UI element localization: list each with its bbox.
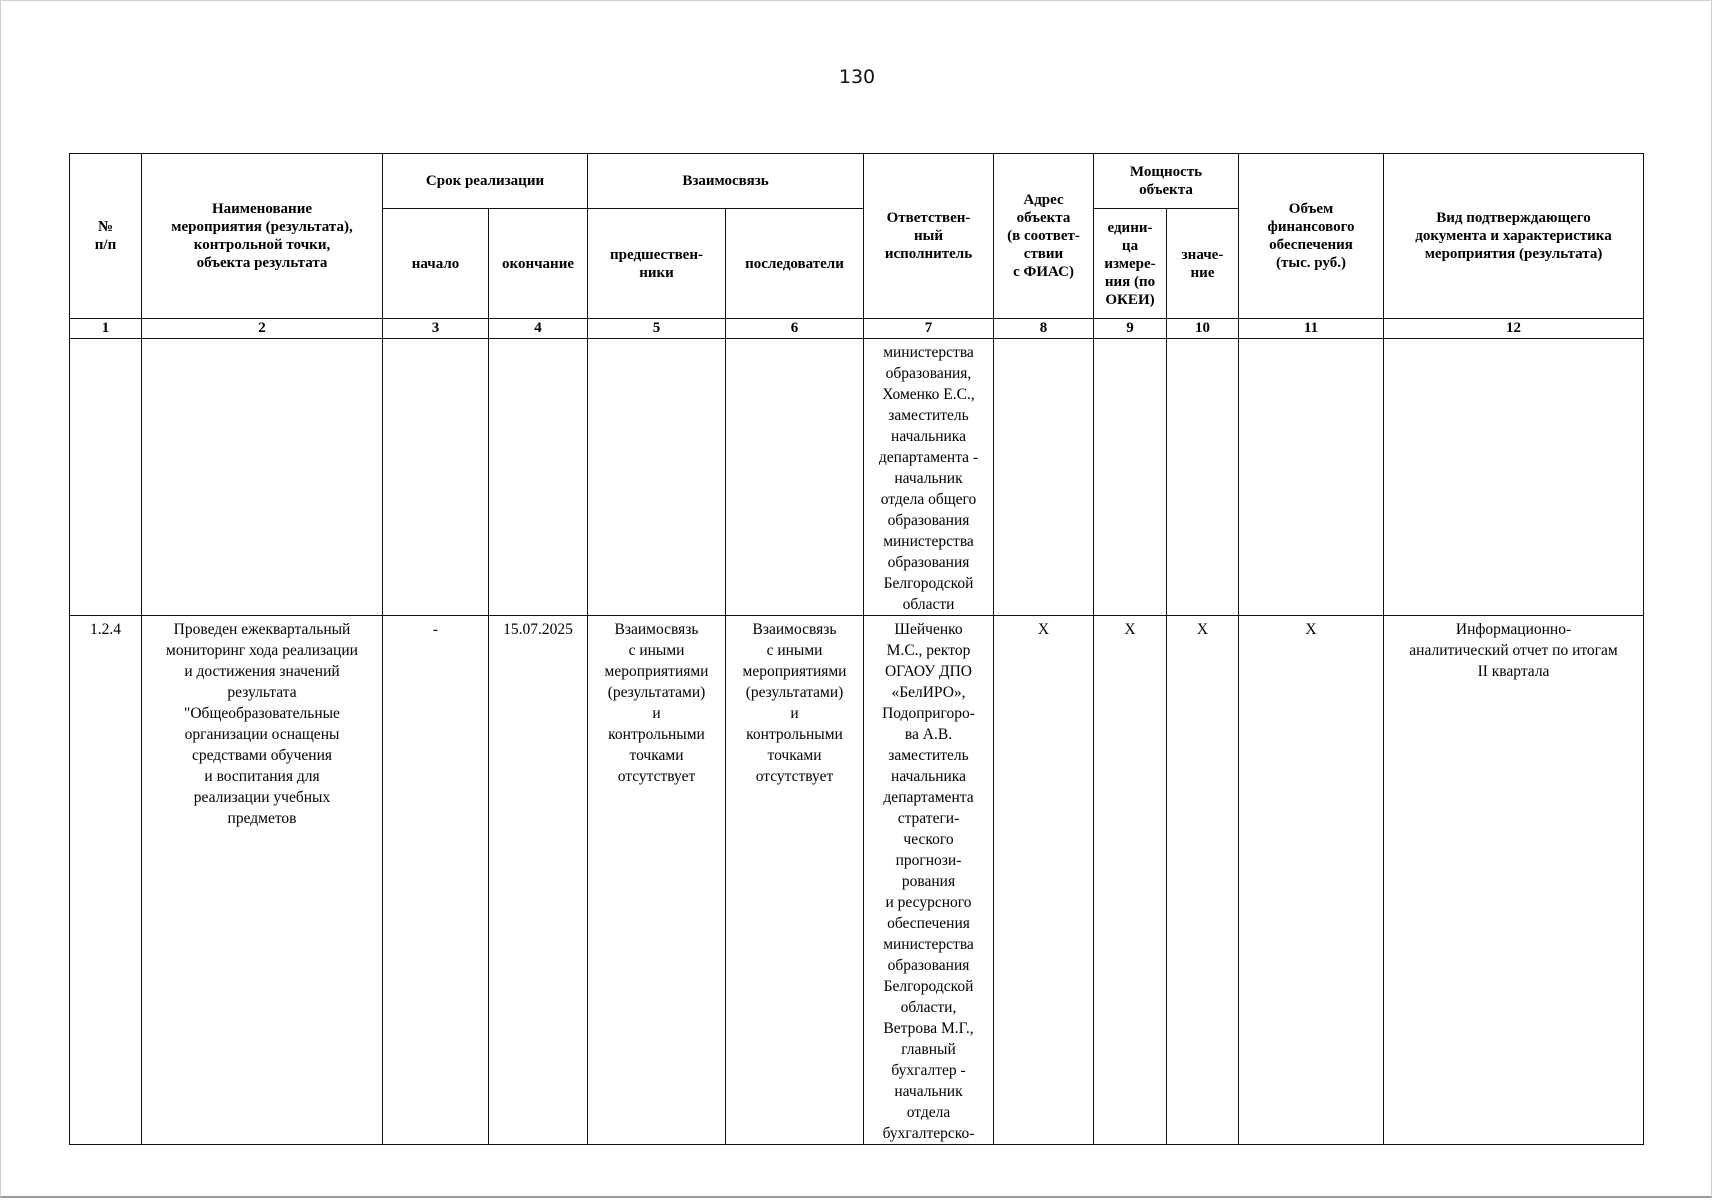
text-line: Ветрова М.Г.,: [883, 1020, 974, 1037]
header-value: [1167, 209, 1239, 319]
text-line: ческого: [903, 831, 954, 848]
header-row-top: [70, 154, 1644, 209]
text-line: и: [790, 705, 799, 722]
text-line: образования: [887, 512, 970, 529]
row-predecessors: [588, 339, 726, 616]
header-term: Срок реализации: [383, 154, 588, 209]
text-line: мероприятия (результата),: [171, 219, 353, 235]
text-line: бухгалтер -: [891, 1062, 966, 1079]
text-line: главный: [901, 1041, 956, 1058]
text-line: Подопригоро-: [882, 705, 975, 722]
text-line: обеспечения: [887, 915, 970, 932]
text-line: документа и характеристика: [1415, 228, 1612, 244]
text-line: департамента: [883, 789, 974, 806]
row-responsible: [864, 339, 994, 616]
text-line: (результатами): [745, 684, 844, 701]
text-line: образования,: [885, 365, 972, 382]
text-line: (результатами): [607, 684, 706, 701]
header-responsible: [864, 154, 994, 319]
column-number: 4: [489, 319, 588, 339]
row-start: -: [383, 616, 489, 1145]
row-end: 15.07.2025: [489, 616, 588, 1145]
text-line: заместитель: [888, 407, 969, 424]
column-number: 3: [383, 319, 489, 339]
text-line: п/п: [94, 237, 117, 253]
text-line: едини-: [1107, 219, 1153, 236]
text-line: начальника: [891, 768, 966, 785]
text-line: Шейченко: [894, 621, 963, 638]
text-line: отсутствует: [755, 768, 834, 785]
text-line: области: [902, 596, 955, 613]
text-line: предметов: [227, 810, 297, 827]
text-line: результата: [227, 684, 297, 701]
row-doc: [1384, 339, 1644, 616]
text-line: и ресурсного: [885, 894, 972, 911]
text-line: мероприятиями: [742, 663, 847, 680]
header-capacity: [1094, 154, 1239, 209]
text-line: точками: [629, 747, 684, 764]
text-line: с ФИАС): [1013, 264, 1074, 280]
text-line: Вид подтверждающего: [1436, 210, 1591, 226]
text-line: точками: [767, 747, 822, 764]
text-line: Белгородской: [883, 575, 974, 592]
row-responsible: [864, 616, 994, 1145]
row-unit: [1094, 339, 1167, 616]
text-line: значе-: [1181, 246, 1224, 263]
header-end: окончание: [489, 209, 588, 319]
text-line: II квартала: [1477, 663, 1550, 680]
header-start: начало: [383, 209, 489, 319]
text-line: Информационно-: [1455, 621, 1572, 638]
text-line: отдела: [906, 1104, 951, 1121]
row-address: [994, 339, 1094, 616]
text-line: ный: [914, 228, 943, 244]
table-row: [70, 339, 1644, 616]
plan-table: [69, 153, 1644, 1145]
text-line: образования: [887, 554, 970, 571]
row-finance: X: [1239, 616, 1384, 1145]
header-name: [142, 154, 383, 319]
row-successors: [726, 339, 864, 616]
row-num: [70, 339, 142, 616]
text-line: заместитель: [888, 747, 969, 764]
text-line: и: [652, 705, 661, 722]
text-line: М.С., ректор: [886, 642, 971, 659]
row-value: [1167, 339, 1239, 616]
text-line: (в соответ-: [1007, 228, 1080, 244]
text-line: министерства: [883, 936, 974, 953]
row-end: [489, 339, 588, 616]
text-line: контрольными: [746, 726, 843, 743]
text-line: отдела общего: [880, 491, 977, 508]
text-line: измере-: [1104, 255, 1156, 272]
text-line: департамента -: [878, 449, 979, 466]
text-line: организации оснащены: [184, 726, 340, 743]
text-line: ние: [1190, 264, 1215, 281]
row-value: X: [1167, 616, 1239, 1145]
table-row: [70, 616, 1644, 1145]
text-line: обеспечения: [1269, 237, 1353, 253]
column-number-row: [70, 319, 1644, 339]
text-line: объекта: [1016, 210, 1071, 226]
header-predecessors: [588, 209, 726, 319]
text-line: министерства: [883, 533, 974, 550]
header-num: [70, 154, 142, 319]
text-line: Адрес: [1023, 192, 1064, 208]
row-predecessors: [588, 616, 726, 1145]
column-number: 2: [142, 319, 383, 339]
column-number: 5: [588, 319, 726, 339]
text-line: ствии: [1023, 246, 1064, 262]
text-line: «БелИРО»,: [891, 684, 966, 701]
text-line: прогнози-: [895, 852, 962, 869]
text-line: Белгородской: [883, 978, 974, 995]
text-line: начальник: [894, 470, 963, 487]
text-line: контрольными: [608, 726, 705, 743]
column-number: 6: [726, 319, 864, 339]
column-number: 8: [994, 319, 1094, 339]
page-number: 130: [838, 66, 876, 88]
text-line: начальника: [891, 428, 966, 445]
text-line: Хоменко Е.С.,: [882, 386, 975, 403]
text-line: "Общеобразовательные: [184, 705, 340, 722]
row-finance: [1239, 339, 1384, 616]
header-doc: [1384, 154, 1644, 319]
text-line: ОКЕИ): [1105, 291, 1155, 308]
text-line: Наименование: [212, 201, 312, 217]
text-line: образования: [887, 957, 970, 974]
column-number: 11: [1239, 319, 1384, 339]
row-doc: [1384, 616, 1644, 1145]
text-line: стратеги-: [897, 810, 960, 827]
text-line: Взаимосвязь: [752, 621, 837, 638]
text-line: Взаимосвязь: [614, 621, 699, 638]
text-line: предшествен-: [610, 246, 703, 263]
header-address: [994, 154, 1094, 319]
row-start: [383, 339, 489, 616]
text-line: финансового: [1267, 219, 1355, 235]
text-line: объекта: [1139, 182, 1193, 198]
text-line: Проведен ежеквартальный: [173, 621, 351, 638]
row-address: X: [994, 616, 1094, 1145]
header-successors: последователи: [726, 209, 864, 319]
row-num: 1.2.4: [70, 616, 142, 1145]
text-line: Объем: [1288, 201, 1334, 217]
text-line: рования: [901, 873, 956, 890]
text-line: ОГАОУ ДПО: [884, 663, 973, 680]
text-line: министерства: [883, 344, 974, 361]
column-number: 12: [1384, 319, 1644, 339]
text-line: ва А.В.: [904, 726, 953, 743]
text-line: отсутствует: [617, 768, 696, 785]
text-line: реализации учебных: [193, 789, 331, 806]
column-number: 1: [70, 319, 142, 339]
text-line: №: [97, 219, 114, 235]
text-line: средствами обучения: [191, 747, 332, 764]
text-line: мониторинг хода реализации: [166, 642, 358, 659]
text-line: с иными: [766, 642, 823, 659]
text-line: и воспитания для: [204, 768, 320, 785]
text-line: мероприятия (результата): [1424, 246, 1603, 262]
text-line: начальник: [894, 1083, 963, 1100]
header-relation: Взаимосвязь: [588, 154, 864, 209]
column-number: 7: [864, 319, 994, 339]
row-successors: [726, 616, 864, 1145]
text-line: бухгалтерско-: [882, 1125, 975, 1142]
text-line: ники: [639, 264, 674, 281]
row-unit: X: [1094, 616, 1167, 1145]
text-line: аналитический отчет по итогам: [1409, 642, 1618, 659]
text-line: Мощность: [1129, 164, 1203, 180]
column-number: 10: [1167, 319, 1239, 339]
row-name: [142, 339, 383, 616]
text-line: с иными: [628, 642, 685, 659]
column-number: 9: [1094, 319, 1167, 339]
header-finance: [1239, 154, 1384, 319]
text-line: (тыс. руб.): [1276, 255, 1346, 271]
text-line: области,: [900, 999, 957, 1016]
row-name: [142, 616, 383, 1145]
text-line: ца: [1121, 237, 1139, 254]
text-line: мероприятиями: [604, 663, 709, 680]
text-line: и достижения значений: [184, 663, 340, 680]
text-line: Ответствен-: [886, 210, 971, 226]
text-line: исполнитель: [884, 246, 973, 262]
text-line: ния (по: [1104, 273, 1156, 290]
text-line: объекта результата: [196, 255, 328, 271]
text-line: контрольной точки,: [193, 237, 331, 253]
header-unit: [1094, 209, 1167, 319]
